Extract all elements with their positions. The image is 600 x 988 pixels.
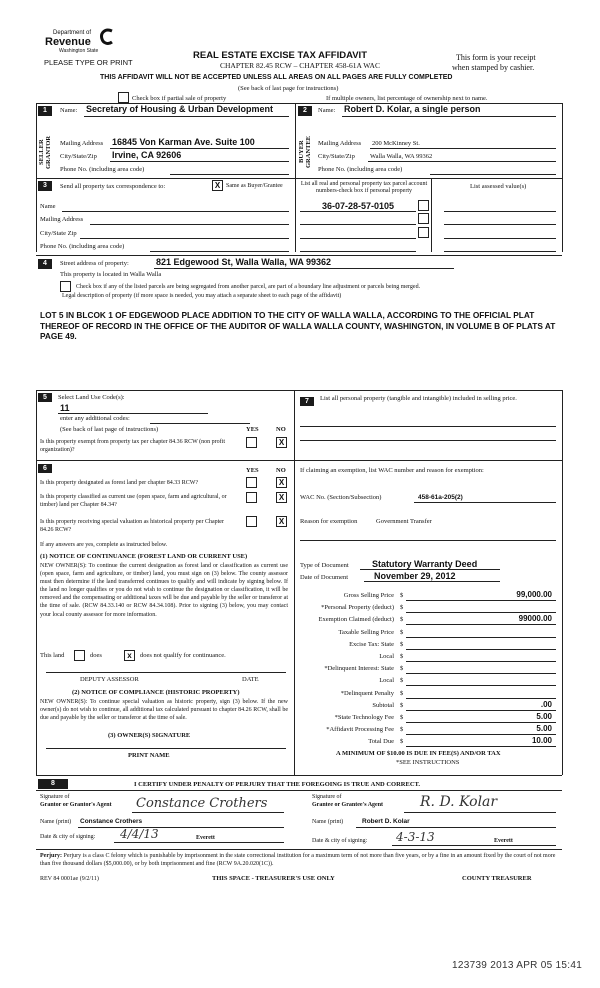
personal-property-checkbox-2[interactable]: [418, 213, 429, 224]
does-label: does: [90, 652, 102, 659]
buyer-mailing: 200 McKinney St.: [372, 140, 420, 147]
property-location: This property is located in Walla Walla: [60, 271, 162, 278]
tax-row: [300, 602, 556, 614]
personal-property-label: List all personal property (tangible and intangible) included in selling price.: [320, 395, 517, 402]
tax-row-currency: $: [400, 665, 404, 673]
does-qualify-checkbox[interactable]: [74, 650, 85, 661]
send-correspondence-label: Send all property tax correspondence to:: [60, 183, 166, 190]
tax-row-currency: $: [400, 689, 404, 697]
additional-codes-label: enter any additional codes:: [60, 415, 130, 422]
tax-row: [300, 651, 556, 663]
parcel-number: 36-07-28-57-0105: [322, 201, 395, 211]
corr-mailing-label: Mailing Address: [40, 216, 84, 223]
print-name-label: PRINT NAME: [128, 752, 170, 759]
grantee-sig-label-2: Grantee or Grantee's Agent: [312, 802, 384, 808]
see-back-note: (See back of last page for instructions): [238, 85, 339, 92]
seller-city-label: City/State/Zip: [60, 153, 97, 160]
s5-no-header: NO: [276, 426, 286, 433]
tax-row-currency: $: [400, 652, 404, 660]
deputy-assessor-label: DEPUTY ASSESSOR: [80, 676, 139, 683]
wac-number-label: WAC No. (Section/Subsection): [300, 494, 382, 501]
grantor-label: GRANTOR: [45, 135, 52, 169]
tax-row-currency: $: [400, 713, 404, 721]
certify-statement: I CERTIFY UNDER PENALTY OF PERJURY THAT THE FOREGOING IS TRUE AND CORRECT.: [134, 781, 421, 788]
if-yes-note: If any answers are yes, complete as instructed below.: [40, 542, 168, 548]
please-type: PLEASE TYPE OR PRINT: [44, 58, 133, 67]
tax-row: [300, 663, 556, 675]
dept-state: Washington State: [59, 48, 99, 54]
historic-no-checkbox[interactable]: X: [276, 516, 287, 527]
section-2-marker: 2: [298, 106, 312, 116]
historic-yes-checkbox[interactable]: [246, 516, 257, 527]
grantee-name-label: Name (print): [312, 819, 344, 825]
multiple-owners-note: If multiple owners, list percentage of ownership next to name.: [326, 95, 488, 102]
dept-small: Department of: [53, 30, 92, 36]
grantee-city: Everett: [494, 838, 513, 844]
compliance-title: (2) NOTICE OF COMPLIANCE (HISTORIC PROPERTY): [72, 689, 240, 696]
doc-type: Statutory Warranty Deed: [372, 559, 478, 569]
tax-row: [300, 614, 556, 626]
tax-row-label: *State Technology Fee: [334, 713, 394, 721]
grantee-signature: R. D. Kolar: [420, 794, 498, 810]
tax-row-label: Subtotal: [372, 701, 394, 709]
tax-row-currency: $: [400, 616, 404, 624]
grantor-city: Everett: [196, 835, 215, 841]
warning-banner: THIS AFFIDAVIT WILL NOT BE ACCEPTED UNLESS ALL AREAS ON ALL PAGES ARE FULLY COMPLETED: [100, 74, 453, 81]
form-revision: REV 84 0001ae (9/2/11): [40, 876, 99, 882]
wac-number: 458-61a-205(2): [418, 494, 463, 501]
forest-no-checkbox[interactable]: X: [276, 477, 287, 488]
owner-signature-label: (3) OWNER(S) SIGNATURE: [108, 732, 191, 739]
tax-row: [300, 639, 556, 651]
section-7-marker: 7: [300, 397, 314, 406]
grantor-name-label: Name (print): [40, 819, 72, 825]
legal-description-label: Legal description of property (if more space is needed, you may attach a separate sheet to each page of the affidavit): [62, 293, 342, 299]
seller-name: Secretary of Housing & Urban Development: [86, 104, 274, 114]
tax-row-label: Exemption Claimed (deduct): [318, 616, 394, 624]
exempt-yes-checkbox[interactable]: [246, 437, 257, 448]
tax-row-label: Excise Tax: State: [349, 640, 394, 648]
historic-question: Is this property receiving special valuation as historical property per Chapter 84.26 RCW?: [40, 519, 224, 533]
segregated-label: Check box if any of the listed parcels are being segregated from another parcel, are part of a boundary line adjustment or parcels being merged.: [76, 284, 421, 290]
land-use-code: 11: [60, 403, 70, 413]
street-address-label: Street address of property:: [60, 260, 129, 267]
seller-label: SELLER: [38, 139, 45, 165]
tax-row-value: 99000.00: [518, 614, 552, 624]
tax-row: [300, 675, 556, 687]
same-as-buyer-checkbox[interactable]: X: [212, 180, 223, 191]
exempt-no-checkbox[interactable]: X: [276, 437, 287, 448]
personal-property-checkbox-3[interactable]: [418, 227, 429, 238]
tax-row: [300, 724, 556, 736]
segregated-checkbox[interactable]: [60, 281, 71, 292]
personal-property-checkbox-1[interactable]: [418, 200, 429, 211]
tax-row-currency: $: [400, 738, 404, 746]
doc-date-label: Date of Document: [300, 574, 349, 581]
tax-row-value: .00: [540, 699, 552, 709]
buyer-label: BUYER: [298, 140, 305, 164]
buyer-city-label: City/State/Zip: [318, 153, 355, 160]
corr-name-label: Name: [40, 203, 56, 210]
buyer-phone-label: Phone No. (including area code): [318, 166, 403, 173]
does-not-label: does not qualify for continuance.: [140, 652, 226, 659]
forest-land-question: Is this property designated as forest land per chapter 84.33 RCW?: [40, 480, 199, 486]
property-street-address: 821 Edgewood St, Walla Walla, WA 99362: [156, 257, 332, 267]
exemption-reason: Government Transfer: [376, 518, 432, 525]
tax-row-value: 5.00: [536, 711, 552, 721]
s6-no-header: NO: [276, 467, 286, 474]
grantor-signature: Constance Crothers: [136, 796, 268, 811]
tax-row-label: *Personal Property (deduct): [321, 604, 394, 612]
s5-yes-header: YES: [246, 426, 259, 433]
see-instructions-note: *SEE INSTRUCTIONS: [396, 759, 460, 766]
s6-yes-header: YES: [246, 467, 259, 474]
buyer-mailing-label: Mailing Address: [318, 140, 362, 147]
tax-calculation-table: [300, 590, 556, 748]
tax-row-label: Total Due: [368, 738, 394, 746]
tax-row-currency: $: [400, 628, 404, 636]
partial-sale-checkbox[interactable]: [118, 92, 129, 103]
buyer-city: Walla Walla, WA 99362: [370, 153, 433, 160]
compliance-text: NEW OWNER(S): To continue special valuation as historic property, sign (3) below. If the new owner(s) do not wish to continue, all additional tax calculated pursuant to chapter 84.26 RCW, shall be due and payable by the seller or transferor at the time of sale.: [40, 699, 288, 722]
grantee-label: GRANTEE: [305, 135, 312, 169]
tax-row-currency: $: [400, 701, 404, 709]
does-not-qualify-checkbox[interactable]: x: [124, 650, 135, 661]
tax-row-currency: $: [400, 592, 404, 599]
seller-side-label: [38, 130, 52, 174]
revenue-swoosh-icon: [99, 28, 115, 46]
perjury-label: Perjury:: [40, 853, 62, 859]
seller-city: Irvine, CA 92606: [112, 150, 182, 160]
section-1-marker: 1: [38, 106, 52, 116]
continuance-text: NEW OWNER(S): To continue the current designation as forest land or classification as current use (open space, farm and agriculture, or timber) land, you must sign on (3) below. The county assessor must then determine if the land transferred continues to qualify and will indicate by signing below. If the land no longer qualifies or you do not wish to continue the designation or classification, it will be removed and the compensating or additional taxes will be due and payable by the seller or transferor at the time of sale. (RCW 84.33.140 or RCW 84.34.108). Prior to signing (3) below, you may contact your local county assessor for more information.: [40, 563, 288, 618]
form-chapter: CHAPTER 82.45 RCW – CHAPTER 458-61A WAC: [220, 61, 380, 70]
tax-row-currency: $: [400, 604, 404, 612]
section-3-marker: 3: [38, 181, 52, 191]
grantor-sig-label-1: Signature of: [40, 794, 70, 800]
form-title: REAL ESTATE EXCISE TAX AFFIDAVIT: [193, 50, 368, 61]
tax-row-label: Taxable Selling Price: [338, 628, 394, 636]
grantee-sig-label-1: Signature of: [312, 794, 342, 800]
section-6-marker: 6: [38, 464, 52, 473]
exemption-reason-label: Reason for exemption: [300, 518, 358, 525]
land-use-label: Select Land Use Code(s):: [58, 394, 125, 401]
current-use-yes-checkbox[interactable]: [246, 492, 257, 503]
seller-name-label: Name:: [60, 107, 78, 114]
current-use-no-checkbox[interactable]: X: [276, 492, 287, 503]
tax-row-value: 99,000.00: [516, 590, 552, 599]
seller-phone-label: Phone No. (including area code): [60, 166, 145, 173]
receipt-line-2: when stamped by cashier.: [452, 63, 535, 72]
minimum-fee-note: A MINIMUM OF $10.00 IS DUE IN FEE(S) AND/OR TAX: [336, 750, 501, 757]
tax-row: [300, 627, 556, 639]
tax-row-label: Local: [379, 677, 394, 685]
section-8-marker: 8: [38, 779, 68, 789]
tax-row-currency: $: [400, 640, 404, 648]
perjury-text: [40, 852, 558, 868]
tax-row: [300, 736, 556, 748]
tax-row-currency: $: [400, 726, 404, 734]
cashier-stamp: 123739 2013 APR 05 15:41: [452, 960, 583, 971]
county-treasurer-label: COUNTY TREASURER: [462, 875, 532, 882]
continuance-title: (1) NOTICE OF CONTINUANCE (FOREST LAND OR CURRENT USE): [40, 553, 248, 560]
tax-row-label: *Affidavit Processing Fee: [326, 726, 394, 734]
tax-row-currency: $: [400, 677, 404, 685]
this-land-label: This land: [40, 652, 65, 659]
doc-type-label: Type of Document: [300, 562, 349, 569]
current-use-question: Is this property classified as current use (open space, farm and agricultural, or timber) land per Chapter 84.34?: [40, 494, 227, 508]
tax-row-label: *Delinquent Penalty: [340, 689, 394, 697]
corr-city-label: City/State Zip: [40, 230, 77, 237]
corr-phone-label: Phone No. (including area code): [40, 243, 125, 250]
buyer-name-label: Name:: [318, 107, 336, 114]
buyer-name: Robert D. Kolar, a single person: [344, 104, 481, 114]
tax-row: [300, 590, 556, 602]
tax-row-value: 5.00: [536, 724, 552, 734]
grantee-printed-name: Robert D. Kolar: [362, 818, 410, 825]
grantor-sig-label-2: Grantor or Grantor's Agent: [40, 802, 112, 808]
land-use-see-back: (See back of last page of instructions): [60, 426, 159, 433]
parcel-header: List all real and personal property tax parcel account numbers-check box if personal property: [300, 181, 428, 194]
buyer-side-label: [298, 130, 312, 174]
grantee-date-label: Date & city of signing:: [312, 838, 368, 844]
legal-description: LOT 5 IN BLCOK 1 OF EDGEWOOD PLACE ADDITION TO THE CITY OF WALLA WALLA, ACCORDING TO THE OFFICIAL PLAT THEREOF OF RECORD IN THE OFFICE OF THE AUDITOR OF WALLA WALLA COUNTY, WASHINGTON, IN VOLUME B OF PLATS AT PAGE 49.: [40, 310, 556, 341]
exempt-question: Is this property exempt from property tax per chapter 84.36 RCW (non profit organization)?: [40, 439, 226, 453]
doc-date: November 29, 2012: [374, 571, 456, 581]
grantee-date: 4-3-13: [396, 830, 435, 844]
tax-row: [300, 700, 556, 712]
tax-row-label: Gross Selling Price: [343, 592, 394, 599]
seller-mailing-label: Mailing Address: [60, 140, 104, 147]
assessed-header: List assessed value(s): [470, 183, 527, 190]
grantor-printed-name: Constance Crothers: [80, 818, 143, 825]
deputy-date-label: DATE: [242, 676, 259, 683]
grantor-date: 4/4/13: [120, 827, 159, 841]
tax-row-label: *Delinquent Interest: State: [324, 665, 394, 673]
section-5-marker: 5: [38, 393, 52, 402]
perjury-statement: Perjury is a class C felony which is punishable by imprisonment in the state correctional institution for a maximum term of not more than five years, or by a fine in an amount fixed by the court of not more than five thousand dollars ($5,000.00), or by both imprisonment and fine (RCW 9A.20.020(1C)).: [40, 853, 556, 867]
receipt-line-1: This form is your receipt: [456, 53, 536, 62]
section-4-marker: 4: [38, 259, 52, 269]
tax-row-label: Local: [379, 652, 394, 660]
tax-row: [300, 712, 556, 724]
tax-row: [300, 688, 556, 700]
tax-row-value: 10.00: [531, 736, 552, 746]
partial-sale-label: Check box if partial sale of property: [132, 95, 227, 102]
same-as-buyer-label: Same as Buyer/Grantee: [226, 183, 283, 189]
treasurer-space-label: THIS SPACE - TREASURER'S USE ONLY: [212, 875, 335, 882]
forest-yes-checkbox[interactable]: [246, 477, 257, 488]
grantor-date-label: Date & city of signing:: [40, 834, 96, 840]
seller-mailing: 16845 Von Karman Ave. Suite 100: [112, 137, 255, 147]
exemption-wac-label: If claiming an exemption, list WAC number and reason for exemption:: [300, 467, 484, 474]
dept-name: Revenue: [45, 36, 91, 48]
